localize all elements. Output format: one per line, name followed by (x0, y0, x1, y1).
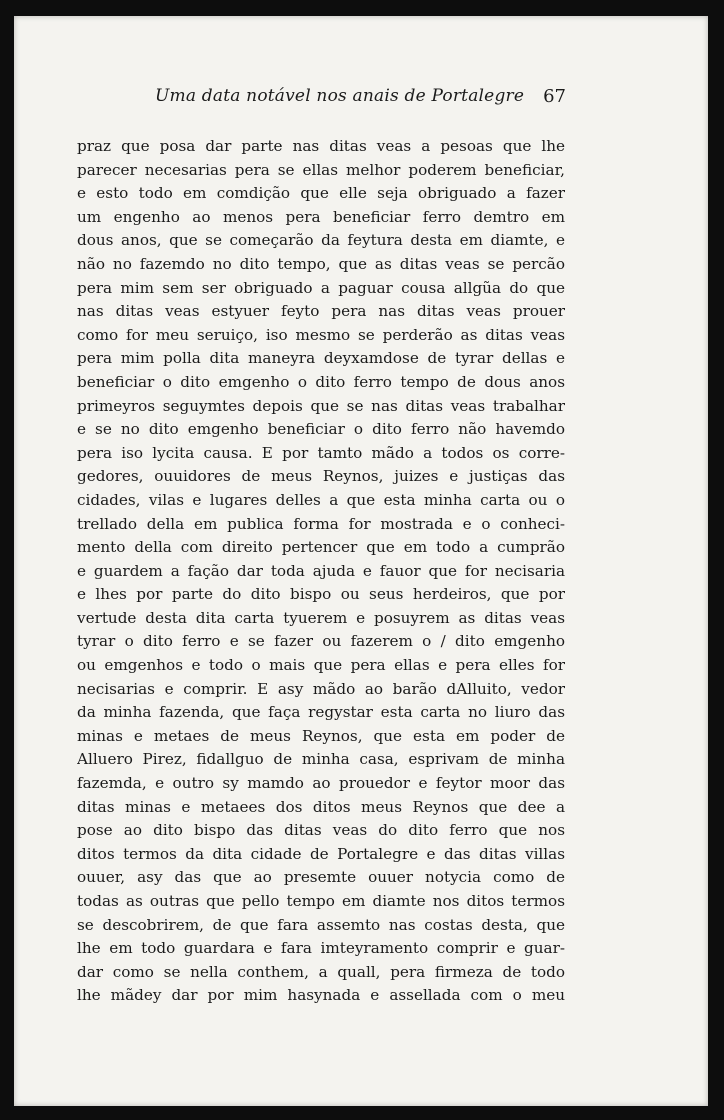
text-line: como for meu seruiço, iso mesmo se perderão as ditas veas (77, 325, 565, 344)
text-line: Alluero Pirez, fidallguo de minha casa, esprivam de minha (77, 750, 565, 769)
text-line: parecer necesarias pera se ellas melhor poderem beneficiar, (77, 160, 565, 179)
text-line: beneficiar o dito emgenho o dito ferro tempo de dous anos (77, 372, 565, 391)
text-line: pose ao dito bispo das ditas veas do dito ferro que nos (77, 821, 565, 840)
text-line: trellado della em publica forma for mostrada e o conheci- (77, 514, 565, 533)
text-line: nas ditas veas estyuer feyto pera nas ditas veas prouer (77, 302, 565, 321)
text-line: cidades, vilas e lugares delles a que esta minha carta ou o (77, 490, 565, 509)
text-line: ditos termos da dita cidade de Portalegre e das ditas villas (77, 844, 565, 863)
text-line: pera iso lycita causa. E por tamto mãdo a todos os corre- (77, 443, 565, 462)
text-line: gedores, ouuidores de meus Reynos, juizes e justiças das (77, 467, 565, 486)
text-line: vertude desta dita carta tyuerem e posuyrem as ditas veas (77, 608, 565, 627)
text-line: lhe mãdey dar por mim hasynada e assellada com o meu (77, 986, 565, 1005)
text-line: minas e metaes de meus Reynos, que esta em poder de (77, 726, 565, 745)
text-line: dous anos, que se começarão da feytura desta em diamte, e (77, 231, 565, 250)
text-line: primeyros seguymtes depois que se nas ditas veas trabalhar (77, 396, 565, 415)
page-number: 67 (543, 86, 566, 107)
text-line: ouuer, asy das que ao presemte ouuer notycia como de (77, 868, 565, 887)
text-line: pera mim sem ser obriguado a paguar cousa allgũa do que (77, 278, 565, 297)
text-line: e guardem a fação dar toda ajuda e fauor que for necisaria (77, 561, 565, 580)
text-line: ou emgenhos e todo o mais que pera ellas e pera elles for (77, 656, 565, 675)
text-line: mento della com direito pertencer que em todo a cumprão (77, 538, 565, 557)
text-line: um engenho ao menos pera beneficiar ferro demtro em (77, 207, 565, 226)
page-header (155, 86, 566, 114)
text-line: tyrar o dito ferro e se fazer ou fazerem o / dito emgenho (77, 632, 565, 651)
running-title: Uma data notável nos anais de Portalegre (155, 86, 525, 106)
text-line: pera mim polla dita maneyra deyxamdose de tyrar dellas e (77, 349, 565, 368)
text-line: todas as outras que pello tempo em diamte nos ditos termos (77, 892, 565, 910)
body-text (77, 135, 565, 1008)
text-line: dar como se nella conthem, a quall, pera firmeza de todo (77, 962, 565, 981)
text-line: se descobrirem, de que fara assemto nas costas desta, que (77, 915, 565, 934)
text-line: lhe em todo guardara e fara imteyramento comprir e guar- (77, 939, 565, 958)
text-line: não no fazemdo no dito tempo, que as ditas veas se percão (77, 254, 565, 273)
text-line: e lhes por parte do dito bispo ou seus herdeiros, que por (77, 585, 565, 604)
text-line: e esto todo em comdição que elle seja obriguado a fazer (77, 184, 565, 203)
book-page (14, 16, 708, 1106)
text-line: praz que posa dar parte nas ditas veas a pesoas que lhe (77, 137, 565, 155)
text-line: ditas minas e metaees dos ditos meus Reynos que dee a (77, 797, 565, 816)
text-line: necisarias e comprir. E asy mãdo ao barão dAlluito, vedor (77, 679, 565, 698)
text-line: da minha fazenda, que faça regystar esta carta no liuro das (77, 703, 565, 722)
text-line: e se no dito emgenho beneficiar o dito ferro não havemdo (77, 420, 565, 439)
text-line: fazemda, e outro sy mamdo ao prouedor e feytor moor das (77, 774, 565, 793)
